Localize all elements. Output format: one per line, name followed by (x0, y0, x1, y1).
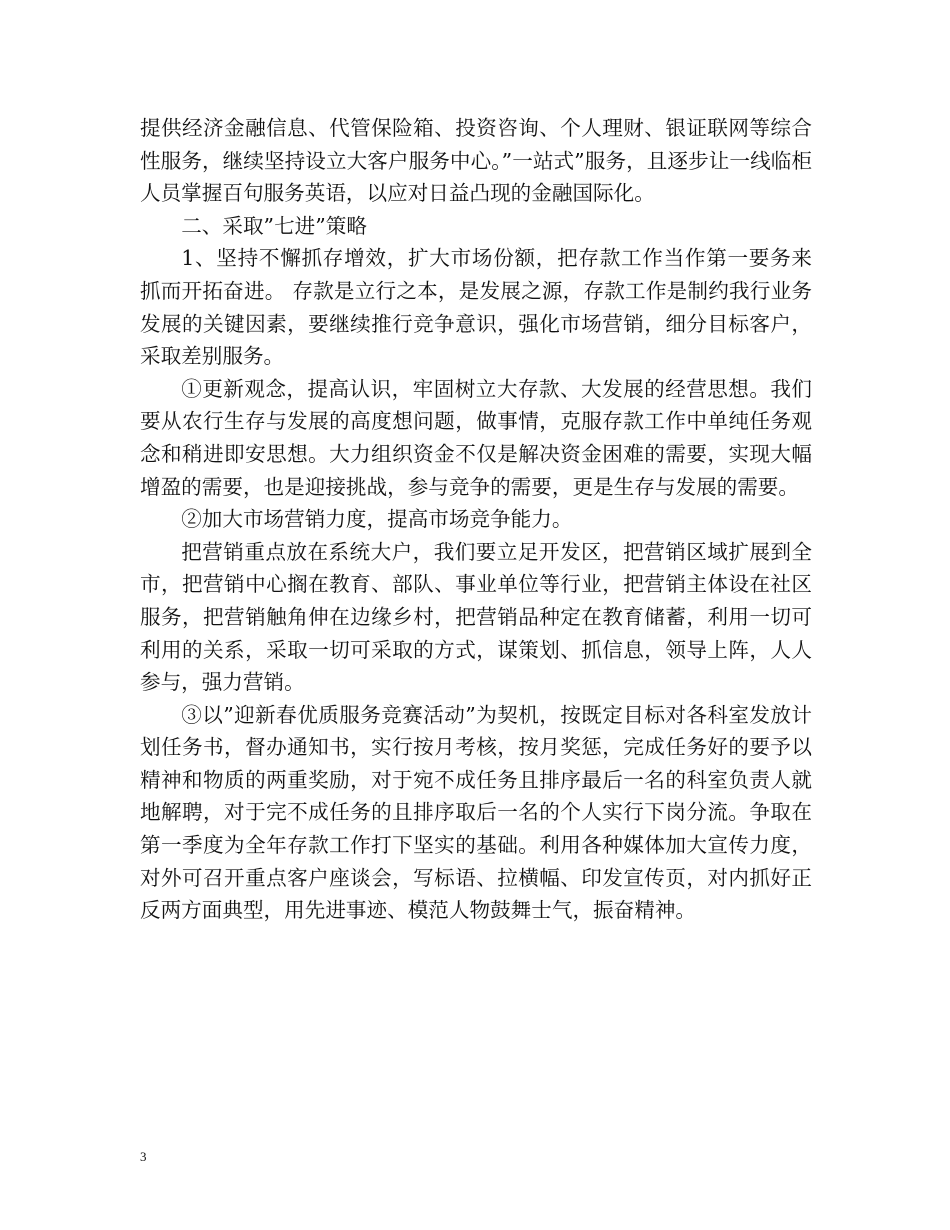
paragraph-service-competition: ③以”迎新春优质服务竞赛活动”为契机，按既定目标对各科室发放计划任务书，督办通知书，实行按月考核，按月奖惩，完成任务好的要予以精神和物质的两重奖励，对于宛不成任务且排序最后一名的科室负责人就地解聘，对于完不成任务的且排序取后一名的个人实行下岗分流。争取在第一季度为全年存款工作打下坚实的基础。利用各种媒体加大宣传力度，对外可召开重点客户座谈会，写标语、拉横幅、印发宣传页，对内抓好正反两方面典型，用先进事迹、模范人物鼓舞士气，振奋精神。 (140, 702, 812, 923)
section-heading: 二、采取”七进”策略 (181, 213, 367, 238)
paragraph-deposit-growth: 1、坚持不懈抓存增效，扩大市场份额，把存款工作当作第一要务来抓而开拓奋进。 存款是立行之本，是发展之源，存款工作是制约我行业务发展的关键因素，要继续推行竞争意识，强化市场营销，细分目标客户，采取差别服务。 (140, 246, 812, 369)
paragraph-market-marketing: ②加大市场营销力度，提高市场竞争能力。 (181, 507, 573, 532)
paragraph-update-concepts: ①更新观念，提高认识，牢固树立大存款、大发展的经营思想。我们要从农行生存与发展的高度想问题，做事情，克服存款工作中单纯任务观念和稍进即安思想。大力组织资金不仅是解决资金困难的需要，实现大幅增盈的需要，也是迎接挑战，参与竞争的需要，更是生存与发展的需要。 (140, 376, 812, 499)
page-body (140, 112, 812, 927)
page-number: 3 (140, 1149, 147, 1164)
paragraph-marketing-focus: 把营销重点放在系统大户，我们要立足开发区，把营销区域扩展到全市，把营销中心搁在教育、部队、事业单位等行业，把营销主体设在社区服务，把营销触角伸在边缘乡村，把营销品种定在教育储蓄，利用一切可利用的关系，采取一切可采取的方式，谋策划、抓信息，领导上阵，人人参与，强力营销。 (140, 539, 812, 695)
paragraph-continuation: 提供经济金融信息、代管保险箱、投资咨询、个人理财、银证联网等综合性服务，继续坚持设立大客户服务中心。”一站式”服务，且逐步让一线临柜人员掌握百句服务英语，以应对日益凸现的金融国际化。 (140, 116, 812, 206)
